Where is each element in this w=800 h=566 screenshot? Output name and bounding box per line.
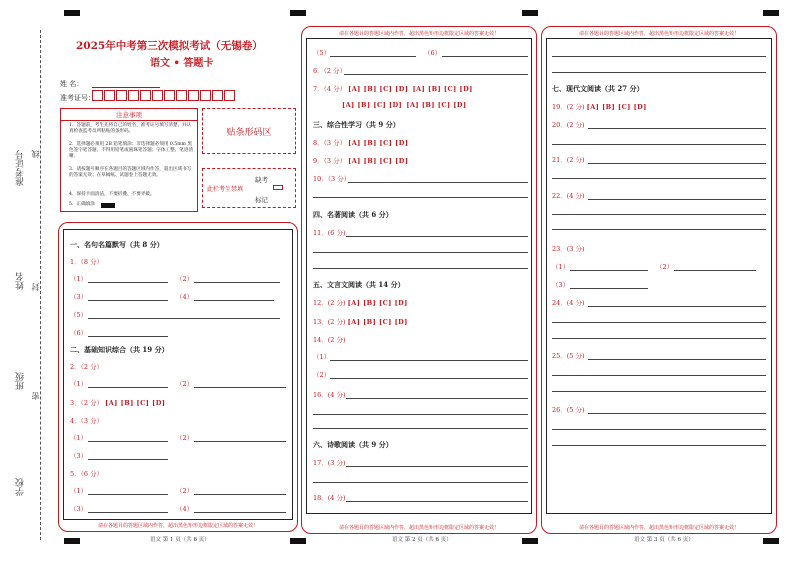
answer-line[interactable] xyxy=(194,300,274,301)
q14-label: 14．(2 分) xyxy=(313,336,346,344)
q20-label: 20．(2 分) xyxy=(552,121,585,129)
blank-label: （3） xyxy=(70,452,88,460)
q6-label: 6．（2 分） xyxy=(313,67,347,75)
q26-label: 26．(5 分) xyxy=(552,406,585,414)
q7-choice-marks-3[interactable]: [A] [B] [C] [D] xyxy=(342,101,403,109)
filled-sample-mark xyxy=(101,203,115,208)
barcode-area xyxy=(202,108,296,154)
answer-line[interactable] xyxy=(194,282,280,283)
answer-line[interactable] xyxy=(330,56,416,57)
q12-label xyxy=(313,298,408,307)
section-1-title: 一、名句名篇默写（共 8 分） xyxy=(70,240,164,249)
blank-label: （1） xyxy=(552,263,570,271)
answer-line[interactable] xyxy=(313,482,528,483)
answer-line[interactable] xyxy=(88,441,168,442)
exam-no-box[interactable] xyxy=(92,90,103,101)
exam-no-label: 准考证号： xyxy=(60,94,95,102)
blank-label: （3） xyxy=(552,281,570,289)
q24-label: 24．(4 分) xyxy=(552,299,585,307)
q12-label-text: 12．(2 分) xyxy=(313,299,346,307)
q9-choice-marks[interactable]: [A] [B] [C] [D] xyxy=(348,157,409,165)
absent-mark-box[interactable] xyxy=(273,185,283,190)
answer-line[interactable] xyxy=(588,413,766,414)
answer-line[interactable] xyxy=(552,144,766,145)
q3-choice-marks[interactable]: [A] [B] [C] [D] xyxy=(105,399,166,407)
q13-label-text: 13．(2 分) xyxy=(313,318,346,326)
answer-line[interactable] xyxy=(313,252,528,253)
warning-text: 请在各题目的答题区域内作答，超出黑色矩形边框限定区域的答案无效！ xyxy=(338,31,499,37)
exam-no-box[interactable] xyxy=(116,90,127,101)
q3-label xyxy=(70,398,165,407)
answer-line[interactable] xyxy=(552,229,766,230)
page3-footer: 语文 第 3 页（共 6 页） xyxy=(634,537,694,543)
side-school: 学校 xyxy=(16,478,26,496)
answer-line[interactable] xyxy=(588,128,766,129)
answer-line[interactable] xyxy=(88,300,168,301)
q7-choice-marks-1[interactable]: [A] [B] [C] [D] xyxy=(348,85,409,93)
q18-label: 18．(4 分) xyxy=(313,494,346,502)
q16-label: 16．(4 分) xyxy=(313,391,346,399)
blank-label: （2） xyxy=(176,380,194,388)
q19-label xyxy=(552,102,647,111)
q22-label: 22．(4 分) xyxy=(552,192,585,200)
notice-item-3: 3．请按题号顺序在各题目的答题区域内作答，超出区域书写的答案无效；在草稿纸、试题卷上答题无效。 xyxy=(69,167,192,179)
notice-item-2: 2．选择题必须用 2B 铅笔填涂；非选择题必须用 0.5mm 黑色签字笔答题，不得用铅笔或圆珠笔答题；字体工整、笔迹清晰。 xyxy=(69,142,194,160)
section-5-title: 五、文言文阅读（共 14 分） xyxy=(313,280,405,289)
answer-line[interactable] xyxy=(313,414,528,415)
exam-no-box[interactable] xyxy=(200,90,211,101)
position-mark xyxy=(290,538,306,544)
blank-label: （3） xyxy=(70,293,88,301)
blank-label: （2） xyxy=(656,263,674,271)
answer-line[interactable] xyxy=(552,338,766,339)
answer-line[interactable] xyxy=(194,387,286,388)
answer-line[interactable] xyxy=(194,512,286,513)
notice-box xyxy=(60,108,198,212)
side-class: 班级 xyxy=(16,372,26,390)
blank-label: （1） xyxy=(70,434,88,442)
answer-line[interactable] xyxy=(344,74,528,75)
answer-line[interactable] xyxy=(588,359,766,360)
blank-label: （2） xyxy=(176,487,194,495)
exam-no-box[interactable] xyxy=(140,90,151,101)
q5-label: 5．（6 分） xyxy=(70,470,104,478)
q19-label-text: 19．(2 分) xyxy=(552,103,585,111)
q19-choice-marks[interactable]: [A] [B] [C] [D] xyxy=(586,103,647,111)
answer-line[interactable] xyxy=(552,391,766,392)
answer-line[interactable] xyxy=(346,236,528,237)
answer-line[interactable] xyxy=(88,387,168,388)
side-name: 姓名 xyxy=(16,272,26,290)
q25-label: 25．(5 分) xyxy=(552,352,585,360)
answer-line[interactable] xyxy=(674,270,756,271)
blank-label: （4） xyxy=(176,505,194,513)
answer-line[interactable] xyxy=(330,378,528,379)
warning-text: 请在各题目的答题区域内作答，超出黑色矩形边框限定区域的答案无效！ xyxy=(578,525,739,531)
section-2-title: 二、基础知识综合（共 19 分） xyxy=(70,345,169,354)
exam-no-box[interactable] xyxy=(128,90,139,101)
answer-line[interactable] xyxy=(194,441,286,442)
answer-line[interactable] xyxy=(88,459,168,460)
answer-line[interactable] xyxy=(570,288,648,289)
blank-label: （4） xyxy=(176,293,194,301)
side-exam-no: 准考证号 xyxy=(16,150,26,186)
page1-footer: 语文 第 1 页（共 6 页） xyxy=(150,537,210,543)
answer-line[interactable] xyxy=(346,466,528,467)
position-mark xyxy=(763,10,779,16)
answer-line[interactable] xyxy=(552,429,766,430)
blank-label: （6） xyxy=(70,329,88,337)
q8-label xyxy=(313,138,408,147)
answer-line[interactable] xyxy=(588,199,766,200)
q9-label-text: 9．（3 分） xyxy=(313,157,347,165)
warning-text: 请在各题目的答题区域内作答，超出黑色矩形边框限定区域的答案无效！ xyxy=(338,525,499,531)
blank-label: （2） xyxy=(176,275,194,283)
answer-line[interactable] xyxy=(194,494,286,495)
absent-box xyxy=(202,168,296,208)
name-field[interactable] xyxy=(92,87,160,88)
q8-choice-marks[interactable]: [A] [B] [C] [D] xyxy=(348,139,409,147)
page-title: 2025年中考第三次模拟考试（无锡卷） xyxy=(76,40,263,52)
name-label: 姓 名： xyxy=(60,80,84,88)
answer-line[interactable] xyxy=(88,318,280,319)
blank-label: （6） xyxy=(424,49,442,57)
exam-no-box[interactable] xyxy=(212,90,223,101)
answer-line[interactable] xyxy=(313,428,528,429)
answer-line[interactable] xyxy=(313,197,528,198)
notice-item-1: 1．答题前，考生先将自己的姓名，准考证号填写清楚，并认真检查监考员所粘贴的条形码。 xyxy=(69,123,192,135)
blank-label: （2） xyxy=(176,434,194,442)
blank-label: （1） xyxy=(70,275,88,283)
q17-label: 17．(3 分) xyxy=(313,459,346,467)
q12-choice-marks[interactable]: [A] [B] [C] [D] xyxy=(347,299,408,307)
section-4-title: 四、名著阅读（共 6 分） xyxy=(313,210,393,219)
answer-line[interactable] xyxy=(552,445,766,446)
q2-label: 2．（2 分） xyxy=(70,363,104,371)
exam-no-box[interactable] xyxy=(176,90,187,101)
q13-choice-marks[interactable]: [A] [B] [C] [D] xyxy=(347,318,408,326)
barcode-label: 贴条形码区 xyxy=(226,128,272,138)
blank-label: （5） xyxy=(70,311,88,319)
q7-label xyxy=(313,84,473,93)
blank-label: （2） xyxy=(313,371,331,379)
notice-heading: 注意事项 xyxy=(61,109,197,121)
q4-label: 4．（3 分） xyxy=(70,417,104,425)
blank-label: （1） xyxy=(70,380,88,388)
section-6-title: 六、诗歌阅读（共 9 分） xyxy=(313,440,393,449)
answer-line[interactable] xyxy=(552,214,766,215)
position-mark xyxy=(290,10,306,16)
q7-choice-marks-2[interactable]: [A] [B] [C] [D] xyxy=(412,85,473,93)
position-mark xyxy=(522,10,538,16)
notice-item-4: 4．保持卡面清洁，不要折叠、不要弄破。 xyxy=(69,192,155,197)
section-7-title: 七、现代文阅读（共 27 分） xyxy=(552,84,644,93)
absent-bottom-label: 标记 xyxy=(255,196,268,204)
answer-line[interactable] xyxy=(346,398,528,399)
answer-line[interactable] xyxy=(88,512,168,513)
exam-no-box[interactable] xyxy=(152,90,163,101)
side-line-mark: 线 xyxy=(31,150,40,158)
q10-label: 10．（3 分） xyxy=(313,175,351,183)
answer-line[interactable] xyxy=(88,282,168,283)
exam-no-box[interactable] xyxy=(164,90,175,101)
page-subtitle: 语文 • 答题卡 xyxy=(150,58,214,69)
blank-label: （1） xyxy=(70,487,88,495)
exam-no-box[interactable] xyxy=(224,90,235,101)
answer-line[interactable] xyxy=(552,322,766,323)
answer-line[interactable] xyxy=(570,270,648,271)
answer-line[interactable] xyxy=(313,268,528,269)
exam-no-box[interactable] xyxy=(188,90,199,101)
q11-label: 11．(6 分) xyxy=(313,229,346,237)
answer-line[interactable] xyxy=(552,72,766,73)
answer-line[interactable] xyxy=(552,375,766,376)
q1-label: 1．（8 分） xyxy=(70,258,104,266)
q7-label-text: 7．（4 分） xyxy=(313,85,347,93)
warning-text: 请在各题目的答题区域内作答，超出黑色矩形边框限定区域的答案无效！ xyxy=(97,523,258,529)
warning-text: 请在各题目的答题区域内作答，超出黑色矩形边框限定区域的答案无效！ xyxy=(578,31,739,37)
absent-top-label: 缺考 xyxy=(255,176,268,184)
blank-label: （5） xyxy=(313,49,331,57)
blank-label: （3） xyxy=(70,505,88,513)
side-seal-mark: 封 xyxy=(31,283,40,291)
q9-label xyxy=(313,156,408,165)
q13-label xyxy=(313,317,408,326)
answer-line[interactable] xyxy=(88,336,168,337)
answer-line[interactable] xyxy=(442,56,528,57)
exam-no-box[interactable] xyxy=(104,90,115,101)
side-secret-mark: 密 xyxy=(31,392,40,400)
answer-line[interactable] xyxy=(348,182,528,183)
answer-line[interactable] xyxy=(552,56,766,57)
answer-line[interactable] xyxy=(588,306,766,307)
answer-line[interactable] xyxy=(552,178,766,179)
position-mark xyxy=(64,538,80,544)
page2-footer: 语文 第 2 页（共 6 页） xyxy=(392,537,452,543)
position-mark xyxy=(522,538,538,544)
absent-prohibit-label: 此栏考生禁填 xyxy=(207,186,244,193)
q7-choice-marks-4[interactable]: [A] [B] [C] [D] xyxy=(406,101,467,109)
answer-line[interactable] xyxy=(588,163,766,164)
section-3-title: 三、综合性学习（共 9 分） xyxy=(313,120,400,129)
q3-label-text: 3．（2 分） xyxy=(70,399,104,407)
q21-label: 21．(2 分) xyxy=(552,156,585,164)
blank-label: （1） xyxy=(313,353,331,361)
q7-row2 xyxy=(342,101,467,109)
q8-label-text: 8．（3 分） xyxy=(313,139,347,147)
answer-line[interactable] xyxy=(330,360,528,361)
notice-item-5: 5．正确填涂 xyxy=(69,202,95,207)
answer-line[interactable] xyxy=(346,501,528,502)
position-mark xyxy=(64,10,80,16)
answer-line[interactable] xyxy=(88,494,168,495)
q23-label: 23．(3 分) xyxy=(552,245,585,253)
position-mark xyxy=(763,538,779,544)
